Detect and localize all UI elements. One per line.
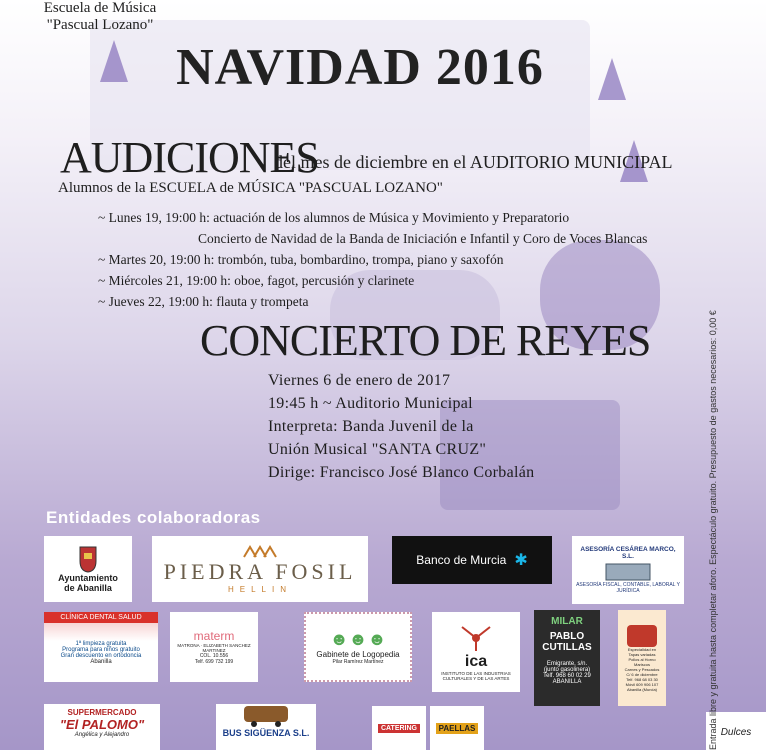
piedra-name: PIEDRA FOSIL [163,558,357,584]
tree-icon [100,40,128,82]
concierto-line: Viernes 6 de enero de 2017 [268,372,451,389]
network-icon [456,623,496,653]
sponsor-paellas [430,706,484,750]
schedule-item: ~ Lunes 19, 19:00 h: actuación de los alumnos de Música y Movimiento y Preparatorio [98,210,570,225]
super-line-1: SUPERMERCADO [67,708,137,717]
concierto-line: Interpreta: Banda Juvenil de la [268,418,474,435]
clinica-sub-3: Gran descuento en ortodoncia [60,653,142,659]
logopedia-name: Gabinete de Logopedia [316,650,400,659]
milar-addr-2: (junto gasolinera) [543,667,591,673]
sponsor-ica [432,612,520,692]
ayuntamiento-line-1: Ayuntamiento [58,573,118,583]
bar-addr: C/ 6 de diciembre [626,671,658,677]
catering-name: CATERING [378,724,420,733]
tree-icon [598,58,626,100]
milar-name-2: CUTILLAS [542,642,592,653]
dulces-name: Dulces [720,726,752,738]
sponsor-logopedia [304,612,412,682]
building-icon [598,560,658,582]
sponsor-banco-murcia [392,536,552,584]
concierto-details [268,369,534,484]
audiciones-schedule [98,207,658,312]
sponsor-materm [170,612,258,682]
concierto-line: Unión Musical "SANTA CRUZ" [268,441,487,458]
sponsor-clinica-dental [44,612,158,682]
ica-name: ica [464,653,488,670]
sponsor-piedra-fosil [152,536,368,602]
sponsor-buses [216,704,316,754]
clinica-name: CLÍNICA DENTAL SALUD [44,612,158,623]
bar-mob: Móvil 609 906 107 [625,681,659,687]
paellas-name: PAELLAS [436,723,479,734]
clinica-sub-2: Programa para niños gratuito [62,647,140,653]
logopedia-sub: Pilar Ramírez Martínez [332,659,384,665]
school-name [0,0,200,34]
super-name: "El PALOMO" [59,717,145,732]
milar-addr-1: Emigrante, s/n. [546,661,588,667]
sponsor-supermercado [44,704,160,754]
bar-logo-icon [627,625,657,647]
super-owners: Angélica y Alejandro [74,732,130,738]
sponsor-milar [534,610,600,706]
concierto-line: Dirige: Francisco José Blanco Corbalán [268,464,535,481]
school-line-1: Escuela de Música [43,0,157,16]
materm-tel: Telf. 699 732 199 [194,659,234,665]
sponsor-ayuntamiento [44,536,132,602]
schedule-item: Concierto de Navidad de la Banda de Iniciación e Infantil y Coro de Voces Blancas [198,231,648,246]
milar-brand: MILAR [551,616,583,627]
asesoria-sub: ASESORÍA FISCAL, CONTABLE, LABORAL Y JURÍDICA [576,582,680,594]
ayuntamiento-line-2: de Abanilla [64,583,112,593]
sponsors-heading: Entidades colaboradoras [46,508,261,527]
schedule-item: ~ Jueves 22, 19:00 h: flauta y trompeta [98,294,309,309]
figures-icon: ☻☻☻ [329,629,387,649]
ica-sub: INSTITUTO DE LAS INDUSTRIAS CULTURALES Y DE LAS ARTES [441,671,511,681]
bar-line-2: Tapas variadas [628,651,656,657]
milar-town: ABANILLA [552,679,582,685]
milar-tel: Telf. 968 60 02 29 [543,673,591,679]
sponsor-asesoria [572,536,684,604]
schedule-item: ~ Miércoles 21, 19:00 h: oboe, fagot, percusión y clarinete [98,273,415,288]
banco-name: Banco de Murcia [416,553,507,567]
bar-town: Abanilla (Murcia) [626,686,657,692]
materm-owner: MATRONA · ELIZABETH SANCHEZ MARTINEZ [177,643,251,653]
bar-line-4: Mariscos [633,661,650,667]
footer-note: Entrada libre y gratuita hasta completar aforo. Espectáculo gratuito. Presupuesto de gastos necesarios: 0,00 € [708,310,718,750]
audiciones-students: Alumnos de la ESCUELA de MÚSICA "PASCUAL LOZANO" [58,180,443,196]
asesoria-name: ASESORÍA CESÁREA MARCO, S.L. [580,546,676,560]
bar-line-3: Pollos al Horno [628,656,656,662]
page-title: NAVIDAD 2016 [176,39,544,96]
materm-col: COL. 10.556 [199,653,229,659]
sponsor-bar [618,610,666,706]
bar-tel: Telf. 968 68 03 30 [626,676,658,682]
school-line-2: "Pascual Lozano" [46,17,154,33]
piedra-sub: HELLIN [227,584,292,594]
bar-line-5: Carnes y Pescados [624,666,660,672]
audiciones-subheading: del mes de diciembre en el AUDITORIO MUNICIPAL [274,152,673,172]
clinica-sub: 1ª limpieza gratuita [75,641,127,647]
coat-of-arms-icon [78,545,98,573]
concierto-line: 19:45 h ~ Auditorio Municipal [268,395,473,412]
audiciones-heading: AUDICIONES [60,133,319,182]
buses-name: BUS SIGÜENZA S.L. [222,728,310,738]
schedule-item: ~ Martes 20, 19:00 h: trombón, tuba, bombardino, trompa, piano y saxofón [98,252,504,267]
bus-icon [242,704,290,728]
star-icon: ✱ [514,552,528,569]
bar-line-1: Especialidad en [627,646,657,652]
sponsor-catering [372,706,426,750]
milar-name-1: PABLO [549,631,585,642]
ornament-icon [240,545,280,559]
concierto-heading: CONCIERTO DE REYES [200,316,651,365]
materm-name: materm [193,629,235,643]
clinica-place: Abanilla [90,659,112,665]
smile-image [44,623,158,641]
